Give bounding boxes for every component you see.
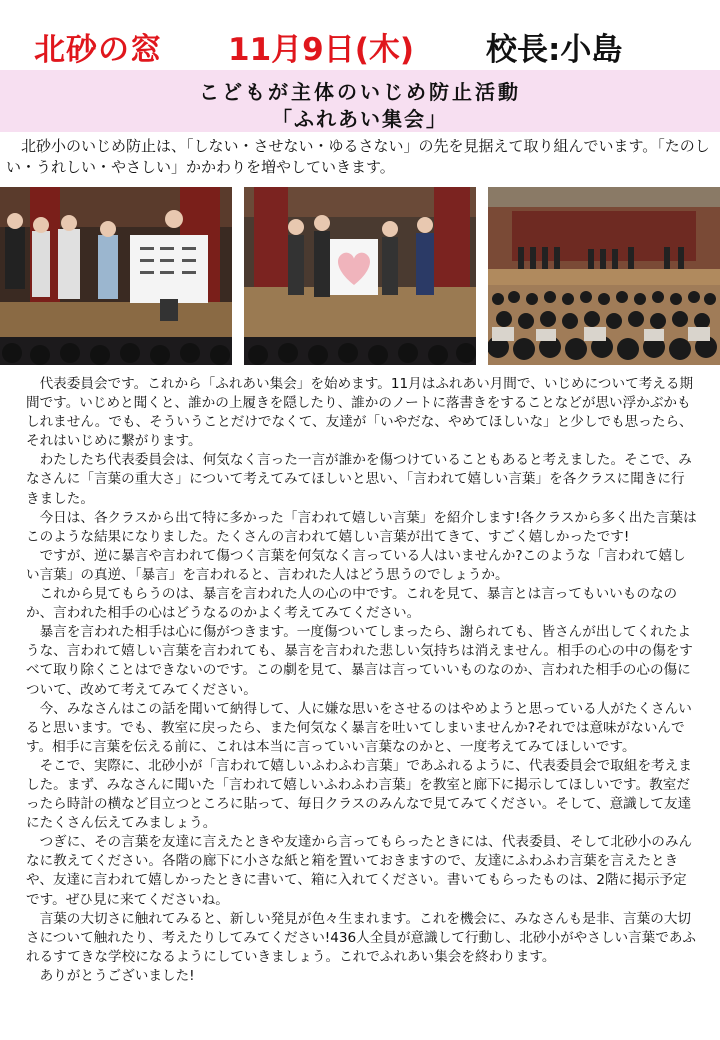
body-paragraph: 今日は、各クラスから出て特に多かった「言われて嬉しい言葉」を紹介します!各クラスから多く出た言葉はこのような結果になりました。たくさんの言われて嬉しい言葉が出てきて、すごく嬉しかったです! [26, 509, 697, 545]
header [0, 18, 720, 70]
body-paragraph: ですが、逆に暴言や言われて傷つく言葉を何気なく言っている人はいませんか?このような「言われて嬉しい言葉」の真逆、「暴言」を言われると、言われた人はどう思うのでしょうか。 [26, 547, 686, 583]
body-paragraph: ありがとうございました! [39, 967, 195, 984]
photo-gym-assembly-audience [488, 187, 720, 365]
body-paragraph: これから見てもらうのは、暴言を言われた人の心の中です。これを見て、暴言とは言ってもいいものなのか、言われた相手の心はどうなるのかよく考えてみてください。 [26, 586, 678, 622]
intro-paragraph: 北砂小のいじめ防止は、「しない・させない・ゆるさない」の先を見据えて取り組んでいます。「たのしい・うれしい・やさしい」かかわりを増やしていきます。 [6, 137, 710, 176]
body-paragraph: つぎに、その言葉を友達に言えたときや友達から言ってもらったときには、代表委員、そして北砂小のみんなに教えてください。各階の廊下に小さな紙と箱を置いておきますので、友達にふわふわ言葉を言えたときや、友達に言われて嬉しかったときに書いて、箱に入れてください。書いてもらったものは、2階に掲示予定です。ぜひ見に来てくださいね。 [26, 834, 693, 908]
photo-students-holding-sign [0, 187, 232, 365]
body-paragraph: わたしたち代表委員会は、何気なく言った一言が誰かを傷つけていることもあると考えました。そこで、みなさんに「言葉の重大さ」について考えてみてほしいと思い、「言われて嬉しい言葉」を各クラスに聞きに行きました。 [26, 452, 692, 507]
intro-text [6, 136, 716, 178]
body-paragraph: そこで、実際に、北砂小が「言われて嬉しいふわふわ言葉」であふれるように、代表委員会で取組を考えました。まず、みなさんに聞いた「言われて嬉しいふわふわ言葉」を教室と廊下に掲示してほしいです。教室だったら時計の横など目立つところに貼って、毎日クラスのみんなで見てみてください。そして、意識して友達にたくさん伝えてみましょう。 [26, 757, 692, 832]
photo-strip [0, 187, 720, 367]
headline-banner [0, 70, 720, 132]
article-body [26, 375, 698, 986]
body-paragraph: 今、みなさんはこの話を聞いて納得して、人に嫌な思いをさせるのはやめようと思っている人がたくさんいると思います。でも、教室に戻ったら、また何気なく暴言を吐いてしまいませんか?それでは意味がないんです。相手に言葉を伝える前に、これは本当に言っていい言葉なのかと、一度考えてみてほしいです。 [26, 700, 692, 755]
newsletter-title: 北砂の窓 [34, 32, 162, 68]
body-paragraph: 代表委員会です。これから「ふれあい集会」を始めます。11月はふれあい月間で、いじめについて考える期間です。いじめと聞くと、誰かの上履きを隠したり、誰かのノートに落書きをすることなどが思い浮かぶかもしれません。でも、そういうことだけでなくて、友達が「いやだな、やめてほしいな」と少しでも思ったら、それはいじめに繋がります。 [26, 376, 694, 450]
principal-name: 校長:小島 [486, 32, 623, 68]
photo-students-with-heart-poster [244, 187, 476, 365]
headline-subtitle: 「ふれあい集会」 [272, 107, 448, 131]
body-paragraph: 暴言を言われた相手は心に傷がつきます。一度傷ついてしまったら、謝られても、皆さんが出してくれたような、言われて嬉しい言葉を言われても、暴言を言われた悲しい気持ちは消えません。相手の心の中の傷をすべて取り除くことはできないのです。この劇を見て、暴言は言っていいものなのか、言われた相手の心の傷について、改めて考えてみてください。 [26, 624, 693, 698]
issue-date: 11月9日(木) [228, 32, 415, 68]
body-paragraph: 言葉の大切さに触れてみると、新しい発見が色々生まれます。これを機会に、みなさんも是非、言葉の大切さについて触れたり、考えたりしてみてください!436人全員が意識して行動し、北砂小がやさしい言葉であふれるすてきな学校になるようにしていきましょう。これでふれあい集会を終わります。 [26, 910, 697, 965]
headline-title: こどもが主体のいじめ防止活動 [199, 80, 521, 104]
